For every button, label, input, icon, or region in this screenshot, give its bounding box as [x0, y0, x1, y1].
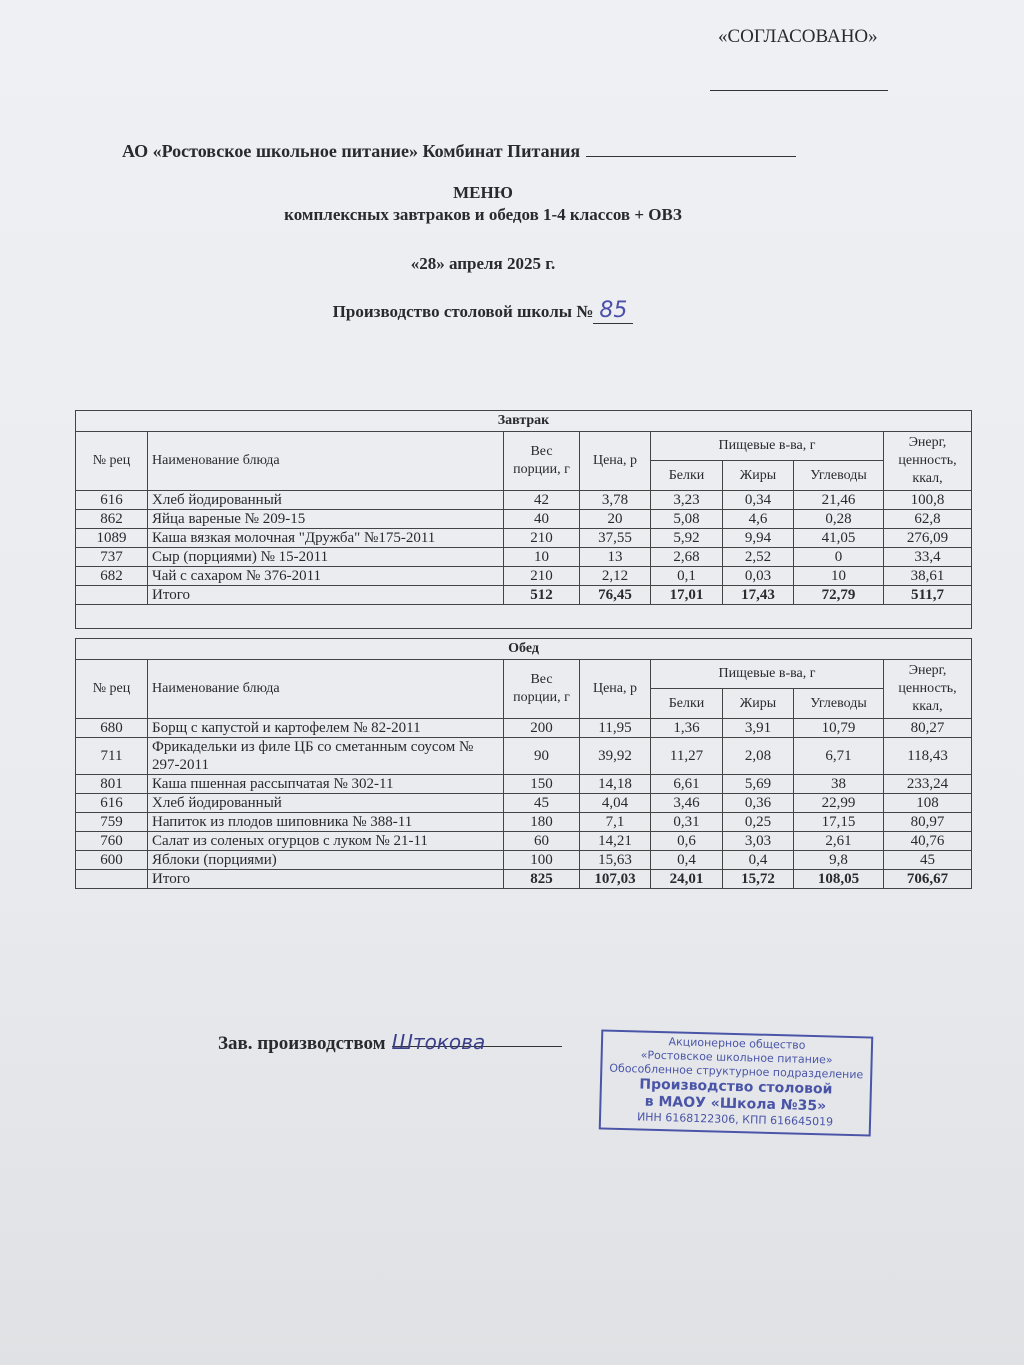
table-cell: Борщ с капустой и картофелем № 82-2011: [148, 719, 504, 738]
table-cell: 801: [76, 775, 148, 794]
table-row: [76, 738, 972, 775]
column-header-weight: Вес порции, г: [504, 432, 580, 491]
signature-block: [218, 1030, 562, 1055]
table-cell: 100,8: [884, 491, 972, 510]
stamp-line: «Ростовское школьное питание»: [640, 1048, 833, 1067]
table-row: [76, 510, 972, 529]
column-header-name: Наименование блюда: [148, 660, 504, 719]
column-header-energy: Энерг, ценность, ккал,: [884, 432, 972, 491]
table-cell: 0,25: [723, 813, 794, 832]
table-cell: 2,61: [794, 832, 884, 851]
table-cell: 616: [76, 794, 148, 813]
table-row: [76, 813, 972, 832]
table-cell: 616: [76, 491, 148, 510]
table-cell: 0,4: [651, 851, 723, 870]
table-cell: 0,6: [651, 832, 723, 851]
table-cell: 22,99: [794, 794, 884, 813]
total-cell: [76, 586, 148, 605]
table-row: [76, 719, 972, 738]
menu-subtitle: комплексных завтраков и обедов 1-4 классов + ОВЗ: [284, 205, 682, 224]
stamp-line: Обособленное структурное подразделение: [609, 1061, 864, 1082]
table-cell: 150: [504, 775, 580, 794]
table-cell: Сыр (порциями) № 15-2011: [148, 548, 504, 567]
table-cell: 210: [504, 567, 580, 586]
table-cell: 7,1: [580, 813, 651, 832]
table-cell: 39,92: [580, 738, 651, 775]
table-cell: 180: [504, 813, 580, 832]
table-cell: 5,69: [723, 775, 794, 794]
table-cell: 0,34: [723, 491, 794, 510]
table-cell: 3,46: [651, 794, 723, 813]
table-cell: 711: [76, 738, 148, 775]
column-header-energy: Энерг, ценность, ккал,: [884, 660, 972, 719]
table-row: [76, 775, 972, 794]
table-row: [76, 491, 972, 510]
stamp-line: Производство столовой: [639, 1076, 833, 1098]
table-cell: 276,09: [884, 529, 972, 548]
table-cell: 600: [76, 851, 148, 870]
column-header-weight: Вес порции, г: [504, 660, 580, 719]
school-line: [0, 298, 966, 323]
table-cell: 2,12: [580, 567, 651, 586]
breakfast-table: [75, 410, 972, 629]
table-cell: 9,8: [794, 851, 884, 870]
column-header-price: Цена, р: [580, 660, 651, 719]
approval-signature-line: [710, 90, 888, 91]
table-cell: Каша вязкая молочная "Дружба" №175-2011: [148, 529, 504, 548]
total-row: [76, 586, 972, 605]
table-cell: 10: [794, 567, 884, 586]
total-row: [76, 870, 972, 889]
table-cell: 2,52: [723, 548, 794, 567]
handwritten-signature: Штокова: [391, 1030, 486, 1054]
section-title: Завтрак: [76, 411, 972, 432]
table-cell: 100: [504, 851, 580, 870]
table-cell: 680: [76, 719, 148, 738]
table-cell: 80,27: [884, 719, 972, 738]
table-cell: 3,78: [580, 491, 651, 510]
table-cell: 62,8: [884, 510, 972, 529]
table-cell: 0,28: [794, 510, 884, 529]
table-cell: 0,03: [723, 567, 794, 586]
table-cell: 38: [794, 775, 884, 794]
total-cell: 15,72: [723, 870, 794, 889]
table-cell: Чай с сахаром № 376-2011: [148, 567, 504, 586]
table-cell: 20: [580, 510, 651, 529]
table-cell: 737: [76, 548, 148, 567]
table-cell: 759: [76, 813, 148, 832]
table-cell: 15,63: [580, 851, 651, 870]
column-header-protein: Белки: [651, 689, 723, 719]
stamp-line: Акционерное общество: [668, 1035, 806, 1052]
lunch-table: [75, 638, 972, 889]
table-cell: 45: [504, 794, 580, 813]
approved-label: «СОГЛАСОВАНО»: [718, 26, 878, 47]
school-label: Производство столовой школы №: [332, 302, 594, 321]
table-row: [76, 567, 972, 586]
signature-line: [391, 1030, 562, 1054]
table-cell: 1089: [76, 529, 148, 548]
table-cell: 45: [884, 851, 972, 870]
table-cell: 6,61: [651, 775, 723, 794]
total-cell: [76, 870, 148, 889]
table-cell: 2,68: [651, 548, 723, 567]
menu-date: «28» апреля 2025 г.: [410, 254, 556, 273]
table-row: [76, 832, 972, 851]
table-cell: 40,76: [884, 832, 972, 851]
table-cell: 862: [76, 510, 148, 529]
signature-label: Зав. производством: [218, 1033, 386, 1054]
organization-name: АО «Ростовское школьное питание» Комбинат Питания: [122, 141, 581, 161]
table-cell: 6,71: [794, 738, 884, 775]
table-cell: 38,61: [884, 567, 972, 586]
total-cell: 72,79: [794, 586, 884, 605]
table-cell: 0,1: [651, 567, 723, 586]
organization-blank-line: [586, 140, 796, 157]
table-cell: Хлеб йодированный: [148, 491, 504, 510]
table-cell: 17,15: [794, 813, 884, 832]
table-cell: 4,6: [723, 510, 794, 529]
table-cell: 3,23: [651, 491, 723, 510]
table-cell: Салат из соленых огурцов с луком № 21-11: [148, 832, 504, 851]
table-cell: Фрикадельки из филе ЦБ со сметанным соусом № 297-2011: [148, 738, 504, 775]
total-cell: 706,67: [884, 870, 972, 889]
table-cell: 11,95: [580, 719, 651, 738]
total-cell: 108,05: [794, 870, 884, 889]
total-cell: Итого: [148, 870, 504, 889]
column-header-rec: № рец: [76, 660, 148, 719]
table-cell: 10,79: [794, 719, 884, 738]
stamp-line: в МАОУ «Школа №35»: [644, 1093, 827, 1115]
table-row: [76, 794, 972, 813]
column-header-fat: Жиры: [723, 461, 794, 491]
menu-title: МЕНЮ: [453, 183, 513, 202]
table-cell: 41,05: [794, 529, 884, 548]
total-cell: 512: [504, 586, 580, 605]
table-row: [76, 548, 972, 567]
table-cell: 80,97: [884, 813, 972, 832]
table-cell: 1,36: [651, 719, 723, 738]
table-cell: 11,27: [651, 738, 723, 775]
spacer-row: [76, 605, 972, 629]
table-cell: Яйца вареные № 209-15: [148, 510, 504, 529]
column-header-nutrients: Пищевые в-ва, г: [651, 660, 884, 689]
table-cell: 0: [794, 548, 884, 567]
table-cell: 90: [504, 738, 580, 775]
table-cell: Напиток из плодов шиповника № 388-11: [148, 813, 504, 832]
table-cell: Каша пшенная рассыпчатая № 302-11: [148, 775, 504, 794]
total-cell: 24,01: [651, 870, 723, 889]
column-header-rec: № рец: [76, 432, 148, 491]
table-cell: 5,92: [651, 529, 723, 548]
table-row: [76, 529, 972, 548]
table-cell: 37,55: [580, 529, 651, 548]
table-cell: 10: [504, 548, 580, 567]
table-cell: 14,21: [580, 832, 651, 851]
table-cell: Яблоки (порциями): [148, 851, 504, 870]
table-cell: 108: [884, 794, 972, 813]
table-cell: 3,03: [723, 832, 794, 851]
school-number: 85: [593, 298, 633, 324]
table-cell: 14,18: [580, 775, 651, 794]
total-cell: 17,43: [723, 586, 794, 605]
table-cell: 13: [580, 548, 651, 567]
table-cell: 2,08: [723, 738, 794, 775]
table-cell: 682: [76, 567, 148, 586]
table-row: [76, 851, 972, 870]
column-header-fat: Жиры: [723, 689, 794, 719]
section-title: Обед: [76, 639, 972, 660]
table-cell: 33,4: [884, 548, 972, 567]
total-cell: 17,01: [651, 586, 723, 605]
table-cell: 210: [504, 529, 580, 548]
column-header-carbs: Углеводы: [794, 689, 884, 719]
table-cell: 9,94: [723, 529, 794, 548]
stamp-line: ИНН 6168122306, КПП 616645019: [636, 1110, 834, 1129]
table-cell: 4,04: [580, 794, 651, 813]
table-cell: 118,43: [884, 738, 972, 775]
column-header-protein: Белки: [651, 461, 723, 491]
table-cell: 200: [504, 719, 580, 738]
table-cell: 0,31: [651, 813, 723, 832]
total-cell: 825: [504, 870, 580, 889]
table-cell: 0,36: [723, 794, 794, 813]
total-cell: Итого: [148, 586, 504, 605]
column-header-carbs: Углеводы: [794, 461, 884, 491]
total-cell: 76,45: [580, 586, 651, 605]
total-cell: 107,03: [580, 870, 651, 889]
table-cell: 3,91: [723, 719, 794, 738]
column-header-price: Цена, р: [580, 432, 651, 491]
table-cell: 760: [76, 832, 148, 851]
total-cell: 511,7: [884, 586, 972, 605]
organization-stamp: [599, 1029, 874, 1136]
table-cell: 40: [504, 510, 580, 529]
table-cell: 5,08: [651, 510, 723, 529]
table-cell: 233,24: [884, 775, 972, 794]
column-header-name: Наименование блюда: [148, 432, 504, 491]
column-header-nutrients: Пищевые в-ва, г: [651, 432, 884, 461]
table-cell: 60: [504, 832, 580, 851]
table-cell: 0,4: [723, 851, 794, 870]
organization-heading: [122, 140, 796, 162]
table-cell: 21,46: [794, 491, 884, 510]
table-cell: Хлеб йодированный: [148, 794, 504, 813]
table-cell: 42: [504, 491, 580, 510]
